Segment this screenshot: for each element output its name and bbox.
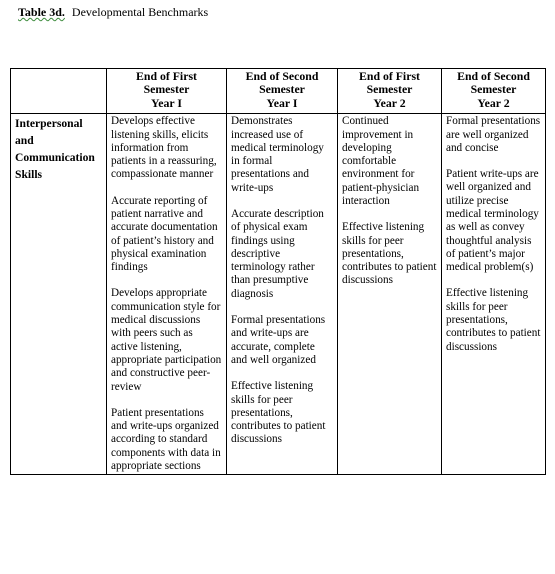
column-header-line: Year I [151,95,182,110]
column-header [338,69,442,114]
benchmarks-table [10,68,546,475]
caption-label: Table 3d. [18,5,65,19]
benchmark-cell-col2 [227,114,338,475]
column-header-line: Year 2 [373,95,406,110]
row-header-line: Interpersonal [15,117,83,131]
benchmark-text: Patient write-ups are well organized and utilize precise medical terminology as well as convey thoughtful analysis of patient’s major medical problem(s) [446,168,539,274]
benchmark-cell-col1 [107,114,227,475]
column-header-line: Year 2 [477,95,510,110]
column-header-line: End of First [136,69,197,83]
column-header [442,69,546,114]
column-header-line: Semester [470,82,517,97]
column-header-line: Semester [259,82,305,97]
benchmark-text: Formal presentations are well organized and concise [446,115,541,154]
column-header-line: End of Second [457,69,530,83]
column-header [227,69,338,114]
benchmark-cell-col4 [442,114,546,475]
row-header-line: Communication [15,151,95,165]
benchmark-text: Develops effective listening skills, elicits information from patients in a reassuring, compassionate manner [111,115,217,181]
column-header-line: End of Second [245,69,319,83]
column-header-line: End of First [359,69,420,83]
table-row [11,114,546,475]
benchmark-text: Effective listening skills for peer presentations, contributes to patient discussions [342,221,437,287]
benchmark-text: Continued improvement in developing comfortable environment for patient-physician interaction [342,115,420,207]
column-header-line: Semester [366,82,413,97]
benchmark-text: Accurate reporting of patient narrative and accurate documentation of patient’s history and physical examination findings [111,194,218,274]
row-header-line: Skills [15,168,43,182]
benchmark-text: Formal presentations and write-ups are accurate, complete and well organized [231,314,326,366]
benchmark-text: Accurate description of physical exam findings using descriptive terminology rather than presumptive diagnosis [231,208,324,300]
caption-title: Developmental Benchmarks [71,5,209,19]
row-header-line: and [15,134,34,148]
table-caption [18,4,208,20]
table-header-row [11,69,546,114]
column-header-line: Semester [143,82,190,97]
benchmark-text: Effective listening skills for peer presentations, contributes to patient discussions [446,287,541,353]
benchmark-text: Demonstrates increased use of medical terminology in formal presentations and write-ups [231,115,324,194]
benchmark-text: Patient presentations and write-ups organized according to standard components with data in appropriate sections [111,406,221,473]
benchmark-text: Effective listening skills for peer presentations, contributes to patient discussions [231,380,326,446]
column-header-line: Year I [266,95,298,110]
column-header [107,69,227,114]
benchmark-cell-col3 [338,114,442,475]
benchmark-text: Develops appropriate communication style for medical discussions with peers such as active listening, appropriate participation and constructive peer-review [111,287,222,393]
corner-cell [11,69,107,114]
row-header-cell [11,114,107,475]
